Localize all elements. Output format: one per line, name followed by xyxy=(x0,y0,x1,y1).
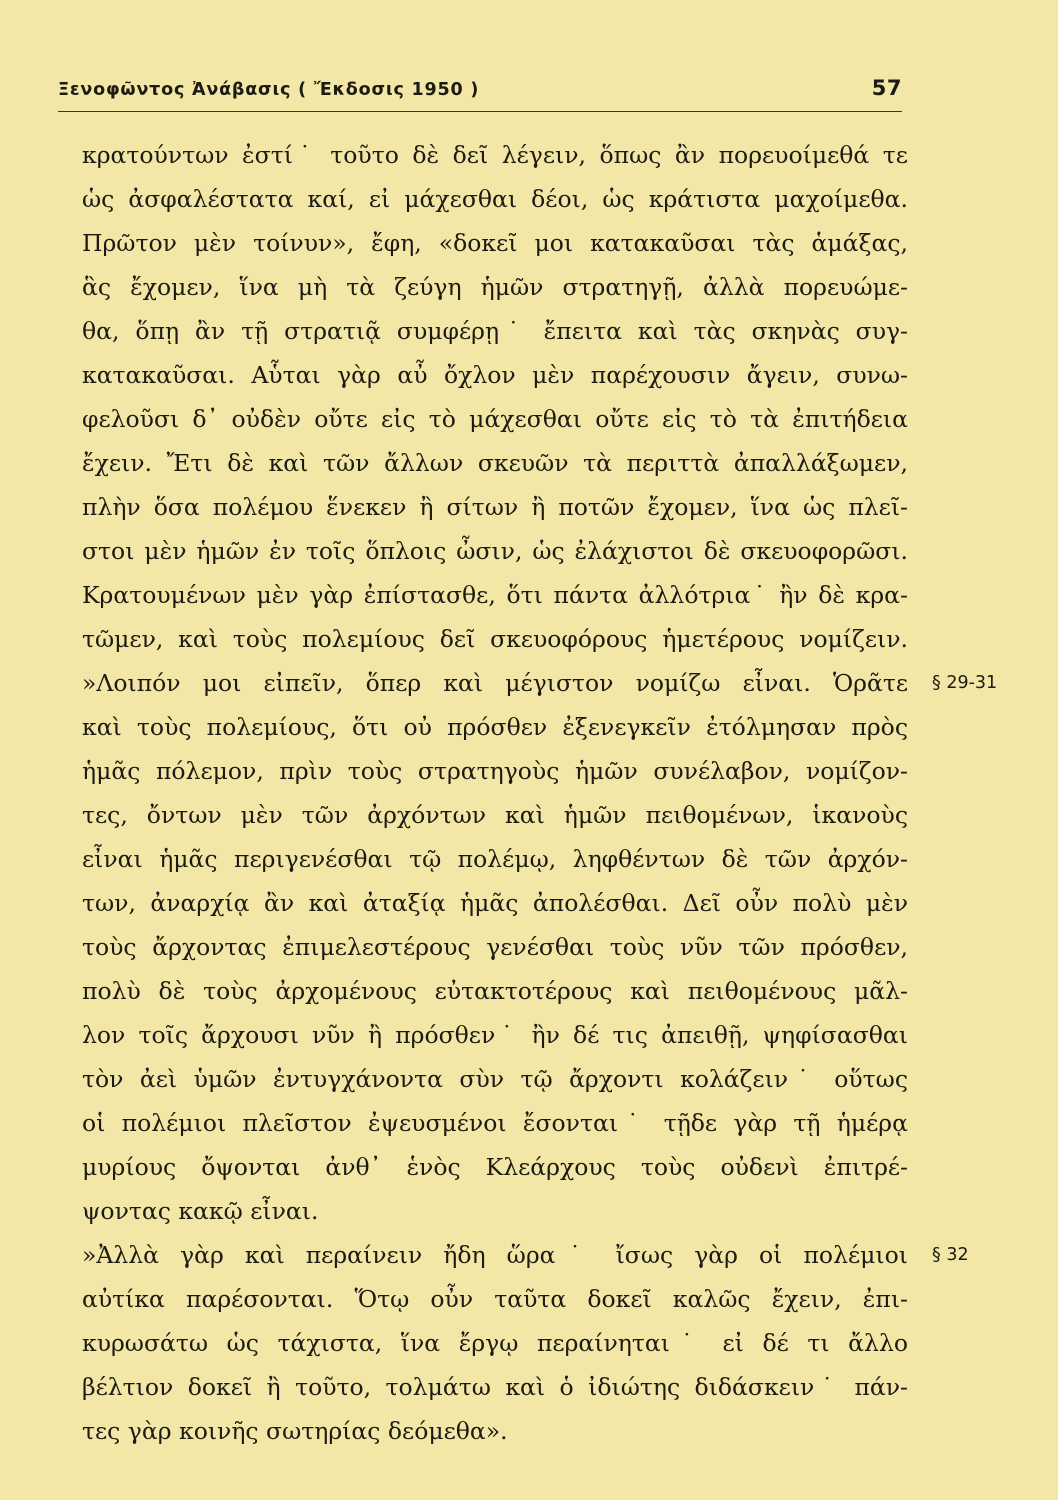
running-title: Ξενοφῶντος Ἀνάβασις ( Ἔκδοσις 1950 ) xyxy=(58,80,480,100)
text-line: μυρίους ὄψονται ἀνθ᾿ ἑνὸς Κλεάρχους τοὺς οὐδενὶ ἐπιτρέ- xyxy=(82,1153,908,1181)
text-line: »Λοιπόν μοι εἰπεῖν, ὅπερ καὶ μέγιστον νομίζω εἶναι. Ὁρᾶτε xyxy=(82,669,908,697)
page-number: 57 xyxy=(871,76,902,100)
text-line: στοι μὲν ἡμῶν ἐν τοῖς ὅπλοις ὦσιν, ὡς ἐλάχιστοι δὲ σκευοφορῶσι. xyxy=(82,537,908,565)
text-line: τῶμεν, καὶ τοὺς πολεμίους δεῖ σκευοφόρους ἡμετέρους νομίζειν. xyxy=(82,625,908,653)
text-line: Κρατουμένων μὲν γὰρ ἐπίστασθε, ὅτι πάντα ἀλλότρια˙ ἢν δὲ κρα- xyxy=(82,581,908,609)
text-line: ὡς ἀσφαλέστατα καί, εἰ μάχεσθαι δέοι, ὡς κράτιστα μαχοίμεθα. xyxy=(82,185,908,213)
text-line: τες γὰρ κοινῆς σωτηρίας δεόμεθα». xyxy=(82,1417,508,1445)
margin-section-ref: § 32 xyxy=(932,1245,969,1265)
text-line: ἔχειν. Ἔτι δὲ καὶ τῶν ἄλλων σκευῶν τὰ περιττὰ ἀπαλλάξωμεν, xyxy=(82,449,908,477)
header-rule xyxy=(58,111,902,112)
text-line: κρατούντων ἐστί˙ τοῦτο δὲ δεῖ λέγειν, ὅπως ἂν πορευοίμεθά τε xyxy=(82,141,908,169)
page-header xyxy=(58,76,902,108)
text-line: λον τοῖς ἄρχουσι νῦν ἢ πρόσθεν˙ ἢν δέ τις ἀπειθῇ, ψηφίσασθαι xyxy=(82,1021,908,1049)
text-line: αὐτίκα παρέσονται. Ὅτῳ οὖν ταῦτα δοκεῖ καλῶς ἔχειν, ἐπι- xyxy=(82,1285,908,1313)
text-line: Πρῶτον μὲν τοίνυν», ἔφη, «δοκεῖ μοι κατακαῦσαι τὰς ἁμάξας, xyxy=(82,229,908,257)
text-line: ψοντας κακῷ εἶναι. xyxy=(82,1197,319,1225)
text-line: »Ἀλλὰ γὰρ καὶ περαίνειν ἤδη ὥρα˙ ἴσως γὰρ οἱ πολέμιοι xyxy=(82,1241,908,1269)
text-line: ἃς ἔχομεν, ἵνα μὴ τὰ ζεύγη ἡμῶν στρατηγῇ, ἀλλὰ πορευώμε- xyxy=(82,273,908,301)
text-line: καὶ τοὺς πολεμίους, ὅτι οὐ πρόσθεν ἐξενεγκεῖν ἐτόλμησαν πρὸς xyxy=(82,713,908,741)
text-line: τοὺς ἄρχοντας ἐπιμελεστέρους γενέσθαι τοὺς νῦν τῶν πρόσθεν, xyxy=(82,933,908,961)
text-line: οἱ πολέμιοι πλεῖστον ἐψευσμένοι ἔσονται˙ τῇδε γὰρ τῇ ἡμέρᾳ xyxy=(82,1109,908,1137)
text-line: θα, ὅπῃ ἂν τῇ στρατιᾷ συμφέρῃ˙ ἔπειτα καὶ τὰς σκηνὰς συγ- xyxy=(82,317,908,345)
text-line: των, ἀναρχίᾳ ἂν καὶ ἀταξίᾳ ἡμᾶς ἀπολέσθαι. Δεῖ οὖν πολὺ μὲν xyxy=(82,889,908,917)
text-line: κυρωσάτω ὡς τάχιστα, ἵνα ἔργῳ περαίνηται˙ εἰ δέ τι ἄλλο xyxy=(82,1329,908,1357)
text-line: φελοῦσι δ᾿ οὐδὲν οὔτε εἰς τὸ μάχεσθαι οὔτε εἰς τὸ τὰ ἐπιτήδεια xyxy=(82,405,908,433)
text-line: πολὺ δὲ τοὺς ἀρχομένους εὐτακτοτέρους καὶ πειθομένους μᾶλ- xyxy=(82,977,908,1005)
text-line: πλὴν ὅσα πολέμου ἕνεκεν ἢ σίτων ἢ ποτῶν ἔχομεν, ἵνα ὡς πλεῖ- xyxy=(82,493,908,521)
text-line: βέλτιον δοκεῖ ἢ τοῦτο, τολμάτω καὶ ὁ ἰδιώτης διδάσκειν˙ πάν- xyxy=(82,1373,908,1401)
text-line: εἶναι ἡμᾶς περιγενέσθαι τῷ πολέμῳ, ληφθέντων δὲ τῶν ἀρχόν- xyxy=(82,845,908,873)
text-line: ἡμᾶς πόλεμον, πρὶν τοὺς στρατηγοὺς ἡμῶν συνέλαβον, νομίζον- xyxy=(82,757,908,785)
text-line: τὸν ἀεὶ ὑμῶν ἐντυγχάνοντα σὺν τῷ ἄρχοντι κολάζειν˙ οὕτως xyxy=(82,1065,908,1093)
text-line: κατακαῦσαι. Αὗται γὰρ αὖ ὄχλον μὲν παρέχουσιν ἄγειν, συνω- xyxy=(82,361,908,389)
text-line: τες, ὄντων μὲν τῶν ἀρχόντων καὶ ἡμῶν πειθομένων, ἱκανοὺς xyxy=(82,801,908,829)
margin-section-ref: § 29-31 xyxy=(932,673,998,693)
